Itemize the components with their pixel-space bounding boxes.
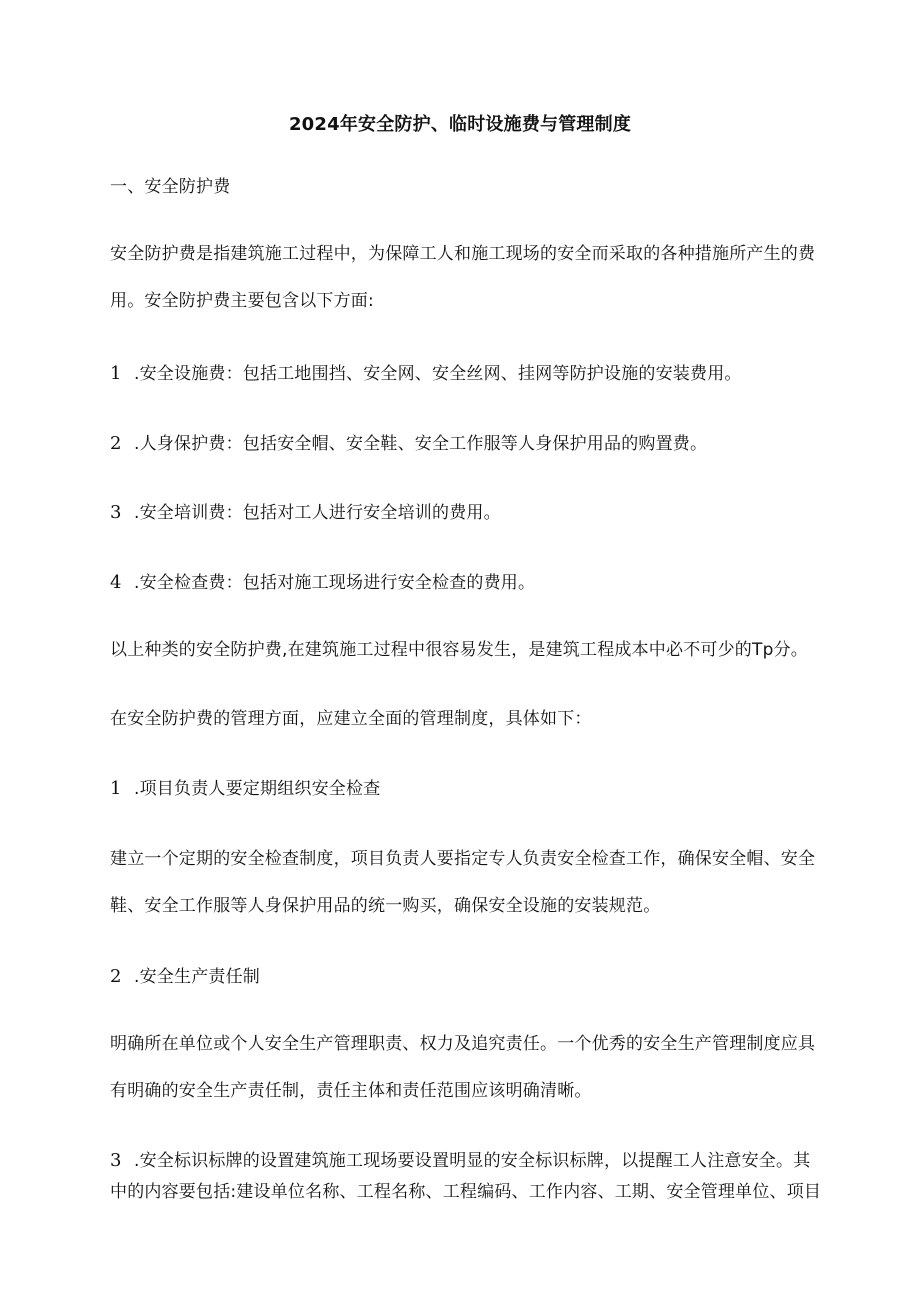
rule-title: .项目负责人要定期组织安全检查	[134, 779, 381, 799]
paragraph-line: 建立一个定期的安全检查制度，项目负责人要指定专人负责安全检查工作，确保安全帽、安全	[110, 849, 816, 869]
rule-number: 3	[110, 1150, 122, 1171]
paragraph-line: 明确所在单位或个人安全生产管理职责、权力及追究责任。一个优秀的安全生产管理制度应具	[110, 1034, 816, 1054]
list-item	[110, 432, 707, 456]
rule-number: 1	[110, 778, 122, 799]
list-item-number: 3	[110, 502, 122, 523]
rule-heading	[110, 965, 260, 989]
list-item	[110, 571, 535, 595]
section-heading: 一、安全防护费	[110, 177, 231, 197]
rule-title: .安全生产责任制	[134, 967, 261, 987]
paragraph-line: 鞋、安全工作服等人身保护用品的统一购买，确保安全设施的安装规范。	[110, 896, 661, 916]
paragraph-line: 以上种类的安全防护费,在建筑施工过程中很容易发生，是建筑工程成本中必不可少的Tp分。	[110, 640, 808, 660]
rule-heading	[110, 777, 380, 801]
list-item-number: 1	[110, 363, 122, 384]
document-title: 2024年安全防护、临时设施费与管理制度	[288, 114, 632, 135]
rule-title: .安全标识标牌的设置建筑施工现场要设置明显的安全标识标牌，以提醒工人注意安全。其	[134, 1151, 811, 1171]
list-item-text: .安全检查费：包括对施工现场进行安全检查的费用。	[134, 573, 536, 593]
paragraph-line: 用。安全防护费主要包含以下方面:	[110, 291, 374, 311]
paragraph-line: 安全防护费是指建筑施工过程中，为保障工人和施工现场的安全而采取的各种措施所产生的费	[110, 244, 816, 264]
paragraph-line: 中的内容要包括:建设单位名称、工程名称、工程编码、工作内容、工期、安全管理单位、项目	[110, 1182, 822, 1202]
list-item-number: 4	[110, 572, 122, 593]
rule-number: 2	[110, 966, 122, 987]
paragraph-line: 有明确的安全生产责任制，责任主体和责任范围应该明确清晰。	[110, 1081, 592, 1101]
list-item-text: .安全设施费：包括工地围挡、安全网、安全丝网、挂网等防护设施的安装费用。	[134, 364, 742, 384]
list-item-text: .安全培训费：包括对工人进行安全培训的费用。	[134, 503, 501, 523]
paragraph-line: 在安全防护费的管理方面，应建立全面的管理制度，具体如下：	[110, 709, 592, 729]
list-item	[110, 501, 501, 525]
rule-heading	[110, 1149, 810, 1173]
list-item-number: 2	[110, 433, 122, 454]
list-item-text: .人身保护费：包括安全帽、安全鞋、安全工作服等人身保护用品的购置费。	[134, 434, 708, 454]
list-item	[110, 362, 742, 386]
